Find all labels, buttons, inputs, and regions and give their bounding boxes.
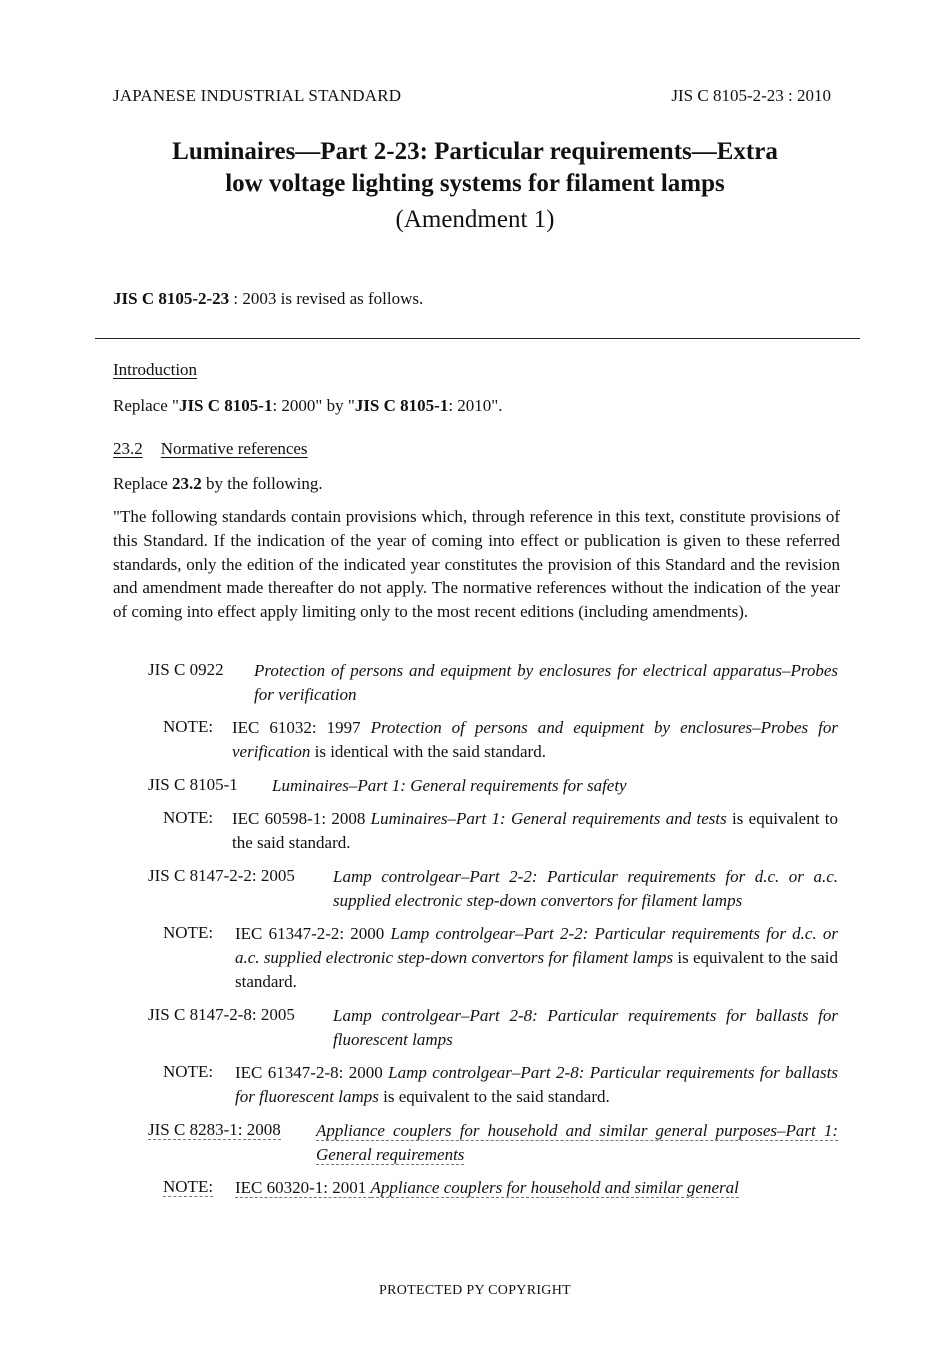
- note-title: Appliance couplers for household and similar general: [370, 1178, 739, 1197]
- reference-title: Lamp controlgear–Part 2-2: Particular requirements for d.c. or a.c. supplied electronic step-down convertors for filament lamps: [333, 867, 838, 910]
- reference-title: Protection of persons and equipment by enclosures for electrical apparatus–Probes for verification: [254, 661, 838, 704]
- note-title: Protection of persons and equipment by enclosures–Probes for verification: [232, 718, 838, 761]
- section-number: 23.2: [113, 439, 143, 458]
- reference-code: [148, 1120, 281, 1140]
- reference-code-text: JIS C 8283-1: 2008: [148, 1120, 281, 1139]
- introduction-paragraph: [113, 396, 503, 416]
- note-ref: IEC 61347-2-2: 2000: [235, 924, 391, 943]
- instruction-pre: Replace: [113, 474, 172, 493]
- note-text: [235, 922, 838, 993]
- instruction-num: 23.2: [172, 474, 202, 493]
- note-title: Lamp controlgear–Part 2-8: Particular requirements for ballasts for fluorescent lamps: [235, 1063, 838, 1106]
- intro-text-post: : 2010".: [448, 396, 503, 415]
- reference-code: JIS C 8147-2-8: 2005: [148, 1005, 295, 1024]
- section-title: Normative references: [160, 439, 308, 458]
- section-23-2-instruction: [113, 474, 323, 494]
- note-label: NOTE:: [163, 923, 214, 942]
- intro-text-mid: : 2000" by ": [272, 396, 355, 415]
- note-text: [235, 1061, 838, 1109]
- reference-code: JIS C 8105-1: [148, 775, 238, 794]
- note-ref: IEC 60598-1: 2008: [232, 809, 371, 828]
- section-23-2-heading: [113, 439, 308, 459]
- header-standard-number: JIS C 8105-2-23 : 2010: [671, 86, 831, 105]
- note-label-text: NOTE:: [163, 1177, 214, 1196]
- introduction-heading: Introduction: [113, 360, 198, 379]
- note-tail: is equivalent to the said standard.: [232, 809, 838, 852]
- note-tail: is equivalent to the said standard.: [378, 1086, 610, 1106]
- revision-statement: [113, 289, 423, 309]
- reference-title: [316, 1119, 838, 1167]
- reference-title-text: Appliance couplers for household and similar general purposes–Part 1: General requirements: [316, 1121, 838, 1164]
- document-title-line-1: Luminaires—Part 2-23: Particular requirements—Extra: [172, 138, 778, 165]
- document-title-line-2: low voltage lighting systems for filament lamps: [225, 170, 725, 197]
- instruction-post: by the following.: [201, 474, 323, 493]
- revision-code: JIS C 8105-2-23: [113, 289, 230, 308]
- copyright-footer: PROTECTED PY COPYRIGHT: [379, 1283, 571, 1298]
- normative-references-paragraph: "The following standards contain provisions which, through reference in this text, constitute provisions of this Standard. If the indication of the year of coming into effect or publication is given to these referred standards, only the edition of the indicated year constitutes the provision of this Standard and the revision and amendment made thereafter do not apply. The normative references without the indication of the year of coming into effect apply limiting only to the most recent editions (including amendments).: [113, 507, 840, 622]
- revision-text: : 2003 is revised as follows.: [229, 289, 424, 308]
- note-tail: is equivalent to the said standard.: [235, 947, 839, 991]
- note-text: [235, 1176, 838, 1200]
- note-label: NOTE:: [163, 717, 214, 736]
- note-ref: IEC 61032: 1997: [232, 718, 371, 737]
- note-text: [232, 807, 838, 855]
- header-standard-name: JAPANESE INDUSTRIAL STANDARD: [113, 86, 402, 105]
- section-divider: [95, 338, 860, 339]
- note-label: [163, 1177, 213, 1197]
- note-tail: is identical with the said standard.: [310, 741, 546, 761]
- intro-code-old: JIS C 8105-1: [178, 396, 273, 415]
- note-label: NOTE:: [163, 808, 214, 827]
- note-label: NOTE:: [163, 1062, 214, 1081]
- note-ref: IEC 60320-1: 2001: [235, 1178, 371, 1197]
- reference-code: JIS C 0922: [148, 660, 224, 679]
- note-ref: IEC 61347-2-8: 2000: [235, 1063, 389, 1082]
- reference-code: JIS C 8147-2-2: 2005: [148, 866, 295, 885]
- intro-code-new: JIS C 8105-1: [354, 396, 449, 415]
- intro-text-pre: Replace ": [113, 396, 179, 415]
- document-title-amendment: (Amendment 1): [395, 206, 555, 233]
- note-text: [232, 716, 838, 764]
- note-title: Luminaires–Part 1: General requirements and tests: [370, 809, 727, 828]
- reference-title: Luminaires–Part 1: General requirements for safety: [272, 776, 627, 795]
- reference-title: Lamp controlgear–Part 2-8: Particular requirements for ballasts for fluorescent lamps: [333, 1006, 838, 1049]
- note-title: Lamp controlgear–Part 2-2: Particular requirements for d.c. or a.c. supplied electronic step-down convertors for filament lamps: [235, 924, 838, 967]
